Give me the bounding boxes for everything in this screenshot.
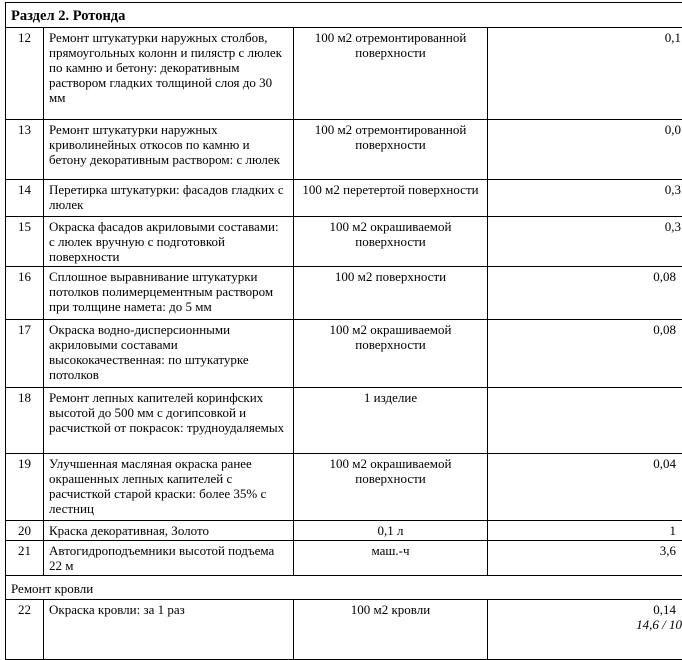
table-row bbox=[6, 267, 682, 320]
section-header-cell bbox=[6, 576, 682, 600]
quantity-cell bbox=[488, 600, 682, 660]
description-cell: Окраска фасадов акриловыми составами: с люлек вручную с подготовкой поверхности bbox=[44, 217, 294, 267]
quantity-cell bbox=[488, 180, 682, 217]
quantity-value: 0,04 bbox=[490, 456, 676, 471]
unit-cell: 100 м2 окрашиваемой поверхности bbox=[294, 320, 488, 388]
quantity-value: 1 bbox=[490, 523, 676, 538]
table-row bbox=[6, 600, 682, 660]
row-number-cell: 16 bbox=[6, 267, 44, 320]
quantity-value: 0,14 bbox=[490, 602, 676, 617]
estimate-table-body bbox=[6, 3, 682, 660]
table-row bbox=[6, 541, 682, 576]
table-row bbox=[6, 120, 682, 180]
unit-cell: 100 м2 отремонтированной поверхности bbox=[294, 28, 488, 120]
table-row bbox=[6, 180, 682, 217]
unit-cell: 100 м2 окрашиваемой поверхности bbox=[294, 217, 488, 267]
description-cell: Ремонт лепных капителей коринфских высотой до 500 мм с догипсовкой и расчисткой от покрасок: трудноудаляемых bbox=[44, 388, 294, 454]
unit-cell: 100 м2 отремонтированной поверхности bbox=[294, 120, 488, 180]
quantity-cell bbox=[488, 521, 682, 541]
unit-cell: 100 м2 поверхности bbox=[294, 267, 488, 320]
unit-cell: маш.-ч bbox=[294, 541, 488, 576]
unit-cell: 1 изделие bbox=[294, 388, 488, 454]
description-cell: Улучшенная масляная окраска ранее окрашенных лепных капителей с расчисткой старой краски: более 35% с лестниц bbox=[44, 454, 294, 521]
table-row bbox=[6, 217, 682, 267]
row-number-cell: 14 bbox=[6, 180, 44, 217]
quantity-cell bbox=[488, 28, 682, 120]
description-cell: Окраска водно-дисперсионными акриловыми составами высококачественная: по штукатурке потолков bbox=[44, 320, 294, 388]
description-cell: Ремонт штукатурки наружных столбов, прямоугольных колонн и пилястр с люлек по камню и бетону: декоративным раствором гладких толщиной слоя до 30 мм bbox=[44, 28, 294, 120]
description-cell: Краска декоративная, Золото bbox=[44, 521, 294, 541]
section-header-row bbox=[6, 3, 682, 28]
quantity-value: 3,6 bbox=[490, 543, 676, 558]
quantity-value: 0,08 bbox=[490, 322, 676, 337]
row-number-cell: 19 bbox=[6, 454, 44, 521]
quantity-cell bbox=[488, 217, 682, 267]
quantity-cell bbox=[488, 388, 682, 454]
quantity-value: 0,3 bbox=[490, 182, 681, 197]
quantity-cell bbox=[488, 541, 682, 576]
unit-cell: 100 м2 перетертой поверхности bbox=[294, 180, 488, 217]
section-title: Раздел 2. Ротонда bbox=[11, 8, 125, 24]
table-row bbox=[6, 320, 682, 388]
row-number-cell: 20 bbox=[6, 521, 44, 541]
table-row bbox=[6, 28, 682, 120]
section-header-cell bbox=[6, 3, 682, 28]
row-number-cell: 22 bbox=[6, 600, 44, 660]
estimate-table bbox=[5, 2, 682, 660]
row-number-cell: 15 bbox=[6, 217, 44, 267]
table-row bbox=[6, 388, 682, 454]
description-cell: Сплошное выравнивание штукатурки потолков полимерцементным раствором при толщине намета: до 5 мм bbox=[44, 267, 294, 320]
table-row bbox=[6, 454, 682, 521]
quantity-secondary-value: 14,6 / 10 bbox=[490, 617, 682, 632]
row-number-cell: 18 bbox=[6, 388, 44, 454]
quantity-cell bbox=[488, 267, 682, 320]
row-number-cell: 21 bbox=[6, 541, 44, 576]
quantity-value: 0,0 bbox=[490, 122, 681, 137]
table-row bbox=[6, 521, 682, 541]
section-header-row bbox=[6, 576, 682, 600]
row-number-cell: 17 bbox=[6, 320, 44, 388]
quantity-cell bbox=[488, 454, 682, 521]
quantity-cell bbox=[488, 320, 682, 388]
section-title: Ремонт кровли bbox=[11, 581, 93, 596]
quantity-value: 0,3 bbox=[490, 219, 681, 234]
description-cell: Окраска кровли: за 1 раз bbox=[44, 600, 294, 660]
unit-cell: 100 м2 кровли bbox=[294, 600, 488, 660]
quantity-cell bbox=[488, 120, 682, 180]
description-cell: Перетирка штукатурки: фасадов гладких с люлек bbox=[44, 180, 294, 217]
description-cell: Автогидроподъемники высотой подъема 22 м bbox=[44, 541, 294, 576]
unit-cell: 0,1 л bbox=[294, 521, 488, 541]
quantity-value: 0,1 bbox=[490, 30, 681, 45]
unit-cell: 100 м2 окрашиваемой поверхности bbox=[294, 454, 488, 521]
quantity-value: 0,08 bbox=[490, 269, 676, 284]
description-cell: Ремонт штукатурки наружных криволинейных откосов по камню и бетону декоративным раствором: с люлек bbox=[44, 120, 294, 180]
row-number-cell: 12 bbox=[6, 28, 44, 120]
row-number-cell: 13 bbox=[6, 120, 44, 180]
